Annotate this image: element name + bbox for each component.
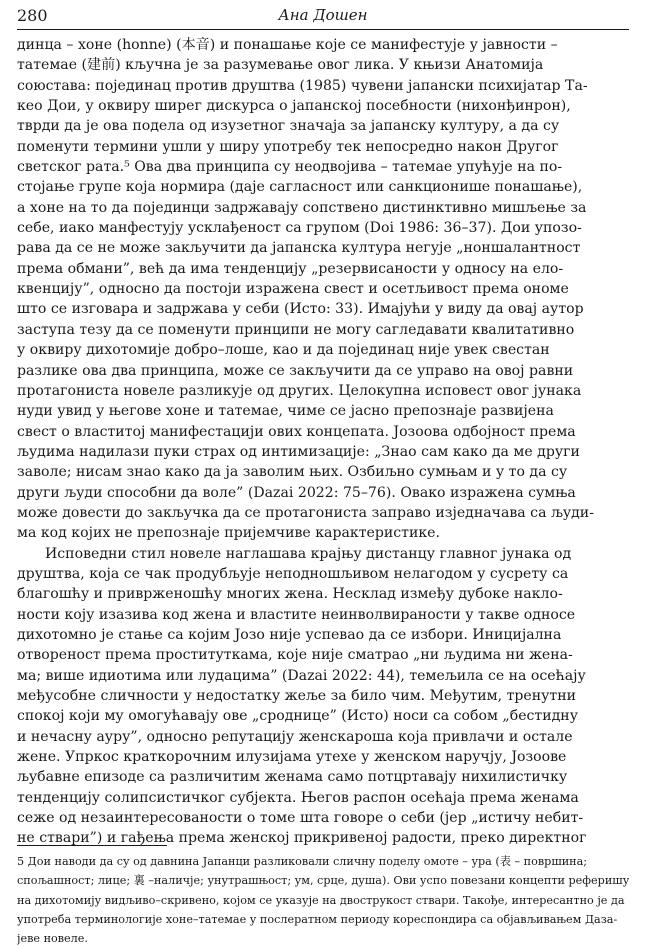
text-line: себе, иако манфестују усклађеност са групом (Doi 1986: 36–37). Дои упозо- — [17, 220, 582, 237]
footnote-line: 5 Дои наводи да су од давнина Јапанци разликовали сличну поделу омоте – ура (表 – површина; — [17, 855, 588, 868]
running-head-author: Ана Дошен — [278, 6, 368, 24]
text-line: кео Дои, у оквиру ширег дискурса о јапанској посебности (нихонђинрон), — [17, 98, 571, 115]
text-line: људима надилази пуки страх од интимизације: „Знао сам како да ме други — [17, 443, 580, 460]
text-line: тврди да је ова подела од изузетног значаја за јапанску културу, а да су — [17, 118, 560, 135]
text-line: у оквиру дихотомије добро–лоше, као и да појединац није увек свестан — [17, 342, 550, 359]
footnote-line: употреба терминологије хоне–татемае у послератном периоду кореспондира са објављивањем Даза- — [17, 912, 618, 926]
text-line: и нечасну ауру”, односно репутацију женскароша која привлачи и остале — [17, 728, 573, 745]
text-line: заступа тезу да се поменути принципи не могу сагледавати квалитативно — [17, 321, 575, 338]
footnote — [17, 852, 629, 948]
footnote-rule — [17, 845, 167, 846]
text-line: динца – хоне (honne) (本音) и понашање које се манифестује у јавности – — [17, 37, 558, 53]
text-line: сеже од незаинтересованости о томе шта говоре о себи (јер „истичу небит- — [17, 810, 584, 827]
paragraph-first-line: Исповедни стил новеле наглашава крајњу дистанцу главног јунака од — [45, 545, 572, 562]
body-text — [17, 35, 629, 849]
text-line: други људи способни да воле” (Dazai 2022: 75–76). Овако изражена сумња — [17, 484, 576, 501]
text-line: разлике ова два принципа, може се закључити да се управо на овој равни — [17, 362, 574, 379]
text-line: а хоне на то да појединци задржавају сопствено дистинктивно мишљење за — [17, 199, 587, 216]
text-line: дихотомно је стање са којим Јозо није успевао да се избори. Иницијална — [17, 626, 562, 643]
text-line: спокој који му омогућавају ове „сроднице” (Исто) носи са собом „бестидну — [17, 708, 578, 725]
page-number: 280 — [17, 6, 48, 25]
text-line: што се изговара и задржава у себи (Исто: 33). Имајући у виду да овај аутор — [17, 301, 584, 318]
text-line: према обмани”, већ да има тенденцију „резервисаности у односу на ело- — [17, 260, 564, 277]
text-line: нуди увид у његове хоне и татемае, чиме се јасно препознаје развијена — [17, 403, 554, 420]
text-line: тенденцију солипсистичког субјекта. Његов распон осећаја према женама — [17, 789, 579, 806]
text-line: стојање групе која нормира (даје сагласност или санкционише понашање), — [17, 179, 583, 196]
text-line: може довести до закључка да се протагониста заправо изједначава са људи- — [17, 504, 594, 521]
text-line: ма код којих не препознаје пријемчиве карактеристике. — [17, 525, 440, 542]
footnote-line: јеве новеле. — [17, 932, 88, 946]
text-line: ма; више идиотима или лудацима” (Dazai 2022: 44), темељила се на осећају — [17, 667, 586, 684]
footnote-line: на дихотомију видљиво–скривено, којом се указује на двострукост ствари. Такође, интересантно је да — [17, 893, 625, 907]
text-line: међусобне сличности у недостатку жеље за било чим. Међутим, тренутни — [17, 688, 577, 704]
text-line: ности коју изазива код жена и властите неинволвираности у такве односе — [17, 606, 576, 623]
text-line: рава да се не може закључити да јапанска култура негује „ноншалантност — [17, 240, 581, 257]
text-line: жене. Упркос краткорочним илузијама утехе у женском наручју, Јозоове — [17, 749, 567, 766]
footnote-line: спољашност; лице; 裏 –наличје; унутрашњост; ум, срце, душа). Ови успо повезани концепти реферишу — [17, 874, 629, 888]
text-line: љубавне епизоде са различитим женама само потцртавају нихилистичку — [17, 769, 568, 786]
text-line: квенцију”, односно да постоји изражена свест и осетљивост према ономе — [17, 281, 569, 298]
header-rule — [17, 29, 629, 30]
text-line: заволе; нисам знао како да ја заволим њих. Озбиљно сумњам и у то да су — [17, 464, 568, 481]
text-line: протагониста новеле разликује од других. Целокупна исповест овог јунака — [17, 382, 582, 399]
text-line: благошћу и приврженошћу многих жена. Нескла​д између дубоке накло- — [17, 586, 563, 603]
text-line: друштва, која се чак продубљује неподношљивом нелагодом у сусрету са — [17, 565, 569, 582]
text-line: свест о властитој манифестацији ових концепата. Јозоова одбојност према — [17, 423, 576, 440]
text-line: не ствари”) и гађења према женској прикривеној радости, преко директног — [17, 830, 587, 847]
page-header — [17, 6, 629, 30]
text-line: союстава: појединац против друштва (1985) чувени јапански психијатар Та- — [17, 77, 588, 94]
text-line: поменути термини ушли у ширу употребу тек непосредно након Другог — [17, 138, 559, 155]
text-line: отвореност према проституткама, које није сматрао „ни људима ни жена- — [17, 647, 573, 664]
text-line: татемае (建前) кључна је за разумевање овог лика. У књизи Анатомија — [17, 57, 544, 74]
text-line: светског рата.⁵ Ова два принципа су неодвојива – татемае упућује на по- — [17, 159, 563, 176]
